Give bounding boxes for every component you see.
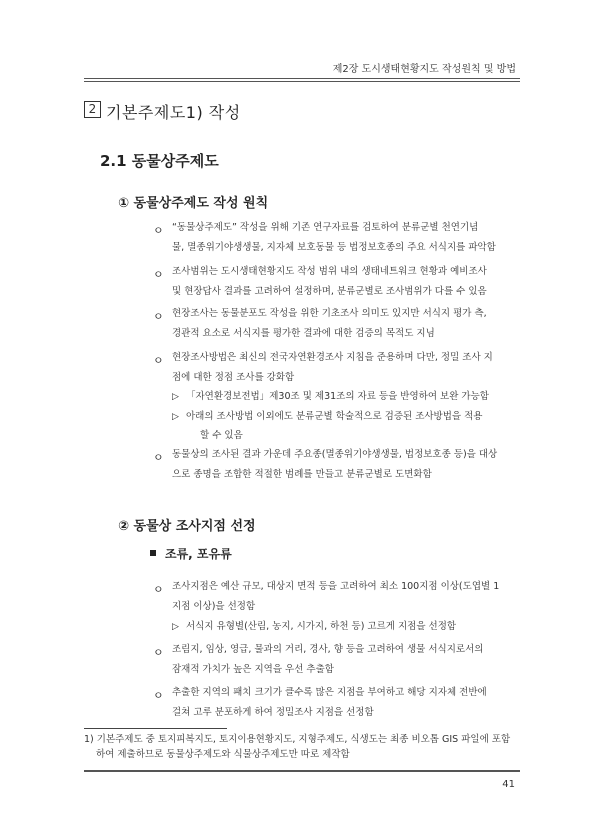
header-divider [84,78,520,82]
bullet-icon: ㅇ [153,646,164,659]
bullet-icon: ㅇ [153,268,164,281]
paragraph: 조사지점은 예산 규모, 대상지 면적 등을 고려하여 최소 100지점 이상(도엽별 1 지점 이상)을 선정함 [172,581,500,612]
group-title: 조류, 포유류 [165,547,232,561]
paragraph: “동물상주제도” 작성을 위해 기존 연구자료를 검토하여 분류군별 천연기념 물, 멸종위기야생생물, 지자체 보호동물 등 법정보호종의 주요 서식지를 파악함 [172,222,496,253]
paragraph: 현장조사방법은 최신의 전국자연환경조사 지침을 준용하며 다만, 정밀 조사 지 점에 대한 정점 조사를 강화함 [172,352,493,383]
square-bullet-icon [150,550,156,556]
sub-paragraph: 서식지 유형별(산림, 농지, 시가지, 하천 등) 고르게 지점을 선정함 [186,621,457,632]
part2-title: ② 동물상 조사지점 선정 [118,519,256,534]
bullet-icon: ㅇ [153,310,164,323]
bullet-icon: ㅇ [153,224,164,237]
paragraph: 조림지, 임상, 영급, 물과의 거리, 경사, 향 등을 고려하여 생물 서식지로서의 잠재적 가치가 높은 지역을 우선 추출함 [172,644,484,675]
footer-divider [84,770,520,772]
sub-paragraph: 「자연환경보전법」제30조 및 제31조의 자료 등을 반영하여 보완 가능함 [186,391,489,402]
arrow-bullet-icon: ▷ [172,412,179,422]
bullet-icon: ㅇ [153,689,164,702]
paragraph: 조사범위는 도시생태현황지도 작성 범위 내의 생태네트워크 현황과 예비조사 및 현장답사 결과를 고려하여 설정하며, 분류군별로 조사범위가 다를 수 있음 [172,266,487,297]
running-header: 제2장 도시생태현황지도 작성원칙 및 방법 [332,64,516,75]
paragraph: 동물상의 조사된 결과 가운데 주요종(멸종위기야생생물, 법정보호종 등)을 대상 으로 종명을 조합한 적절한 범례를 만들고 분류군별로 도면화함 [172,449,498,480]
paragraph: 현장조사는 동물분포도 작성을 위한 기초조사 의미도 있지만 서식지 평가 측, 경관적 요소로 서식지를 평가한 결과에 대한 검증의 목적도 지님 [172,308,487,339]
part1-title: ① 동물상주제도 작성 원칙 [118,196,269,211]
footnote: 1) 기본주제도 중 토지피복지도, 토지이용현황지도, 지형주제도, 식생도는 최종 비오톱 GIS 파일에 포함 하여 제출하므로 동물상주제도와 식물상주제도만 따로 제작함 [84,734,511,760]
section-title: 기본주제도1) 작성 [106,103,241,122]
sub-paragraph: 아래의 조사방법 이외에도 분류군별 학술적으로 검증된 조사방법을 적용 할 수 있음 [186,411,483,441]
bullet-icon: ㅇ [153,354,164,367]
section-number-box: 2 [84,101,101,118]
footnote-divider [84,728,227,729]
paragraph: 추출한 지역의 패치 크기가 클수록 많은 지점을 부여하고 해당 지자체 전반에 걸쳐 고루 분포하게 하여 정밀조사 지점을 선정함 [172,687,487,718]
page-number: 41 [502,779,515,790]
arrow-bullet-icon: ▷ [172,392,179,402]
bullet-icon: ㅇ [153,451,164,464]
subsection-title: 2.1 동물상주제도 [100,152,219,170]
bullet-icon: ㅇ [153,583,164,596]
arrow-bullet-icon: ▷ [172,622,179,632]
